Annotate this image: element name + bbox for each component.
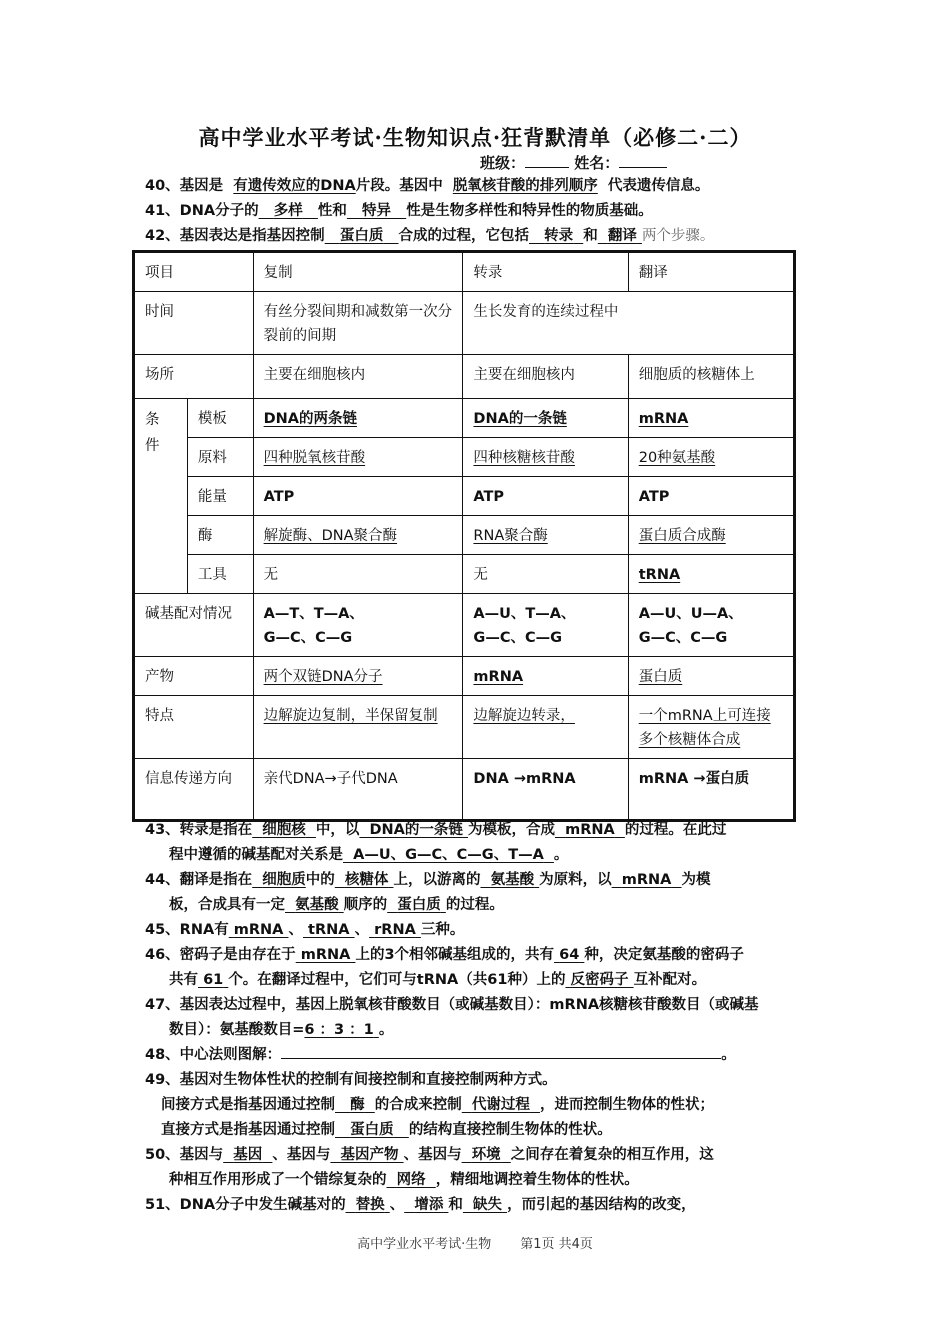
cell-trans-feature: 边解旋边转录， — [463, 696, 628, 759]
text: 51、DNA分子中发生碱基对的 — [145, 1197, 346, 1213]
answer — [259, 203, 318, 219]
answer-blank — [281, 1043, 721, 1059]
cell-transl-pairing — [628, 594, 794, 657]
text: 47、基因表达过程中，基因上脱氧核苷酸数目（或碱基数目）：mRNA核糖核苷酸数目（或碱基 — [145, 997, 759, 1013]
row-label-pairing: 碱基配对情况 — [134, 594, 254, 657]
text: 共有 — [169, 972, 198, 988]
text: ，精细地调控着生物体的性状。 — [435, 1172, 639, 1188]
answer-text: 基因产物 — [340, 1147, 399, 1163]
text: 间接方式是指基因通过控制 — [161, 1097, 335, 1113]
cond-name: 原料 — [187, 438, 253, 477]
text: 46、密码子是由存在于 — [145, 947, 296, 963]
cell-copy-place: 主要在细胞核内 — [253, 355, 463, 399]
answer — [285, 897, 344, 913]
row-label-feature: 特点 — [134, 696, 254, 759]
cell-copy-info: 亲代DNA→子代DNA — [253, 759, 463, 821]
item-42 — [145, 224, 825, 249]
text: 上的3个相邻碱基组成的，共有 — [355, 947, 555, 963]
answer-text: 多样 — [273, 203, 303, 219]
cell-time-transcription: 生长发育的连续过程中 — [463, 292, 795, 355]
cell-copy-template: DNA的两条链 — [253, 399, 463, 438]
cell-copy-time: 有丝分裂间期和减数第一次分裂前的间期 — [253, 292, 463, 355]
class-name-line — [480, 152, 667, 173]
text: 之间存在着复杂的相互作用，这 — [510, 1147, 714, 1163]
answer-text: mRNA — [565, 822, 615, 838]
answer-text: 64 — [559, 947, 580, 963]
text: 、 — [389, 1197, 405, 1213]
answer — [369, 922, 421, 938]
cell-trans-product: mRNA — [463, 657, 628, 696]
answer-text: tRNA — [308, 922, 350, 938]
table-row — [134, 292, 795, 355]
answer-text: mRNA — [621, 872, 672, 888]
item-51 — [145, 1193, 815, 1218]
answer — [359, 822, 468, 838]
text: 41、DNA分子的 — [145, 203, 259, 219]
answer-text: 蛋白质 — [350, 1122, 394, 1138]
answer — [223, 1147, 272, 1163]
table-header-row — [134, 252, 795, 292]
cell-transl-energy: ATP — [628, 477, 794, 516]
text: 43、转录是指在 — [145, 822, 253, 838]
text: 、 — [288, 922, 303, 938]
table-row — [134, 438, 795, 477]
table-row — [134, 399, 795, 438]
item-46 — [145, 943, 810, 993]
text: ，进而控制生物体的性状； — [539, 1097, 714, 1113]
text: ，而引起的基因结构的改变， — [507, 1197, 696, 1213]
answer-text: mRNA — [233, 922, 284, 938]
answer — [335, 872, 394, 888]
text: 板，合成具有一定 — [169, 897, 285, 913]
answer — [303, 922, 355, 938]
cell-trans-template: DNA的一条链 — [463, 399, 628, 438]
item-41 — [145, 199, 815, 224]
answer — [463, 1197, 507, 1213]
pair-line: G—C、C—G — [638, 630, 728, 646]
answer-text: 翻译 — [607, 228, 637, 244]
line-cont — [145, 1018, 810, 1043]
answer — [404, 1197, 448, 1213]
answer — [387, 1172, 436, 1188]
answer — [325, 228, 399, 244]
answer-text: 反密码子 — [570, 972, 629, 988]
pair-line: A—U、T—A、 — [473, 606, 576, 622]
text: 中，以 — [315, 822, 360, 838]
text: 顺序的 — [343, 897, 388, 913]
cell-trans-material: 四种核糖核苷酸 — [463, 438, 628, 477]
text: 中的 — [305, 872, 335, 888]
text: 为原料，以 — [539, 872, 612, 888]
answer — [198, 972, 228, 988]
pair-line: A—T、T—A、 — [263, 606, 364, 622]
cell-transl-material: 20种氨基酸 — [628, 438, 794, 477]
answer — [346, 1197, 390, 1213]
text: 48、中心法则图解： — [145, 1047, 282, 1063]
row-label-product: 产物 — [134, 657, 254, 696]
footer-title: 高中学业水平考试·生物 — [357, 1237, 492, 1252]
class-label: 班级： — [480, 154, 526, 172]
text: 为模 — [681, 872, 711, 888]
text: 的过程。在此过 — [624, 822, 727, 838]
table-row — [134, 594, 795, 657]
answer-text: mRNA — [300, 947, 351, 963]
page-footer — [0, 1233, 950, 1252]
text: 种，决定氨基酸的密码子 — [584, 947, 744, 963]
item-48 — [145, 1043, 815, 1068]
answer — [335, 1122, 409, 1138]
conditions-label: 条件 — [145, 412, 160, 454]
text: 的过程。 — [445, 897, 504, 913]
answer-text: 酶 — [350, 1097, 365, 1113]
text: 的合成来控制 — [374, 1097, 462, 1113]
text: 片段。基因中 — [355, 178, 443, 194]
page-number: 第1页 共4页 — [520, 1237, 593, 1252]
comparison-table — [132, 250, 796, 822]
cell-transl-enzyme: 蛋白质合成酶 — [628, 516, 794, 555]
header-copy: 复制 — [253, 252, 463, 292]
text: 两个步骤。 — [641, 228, 715, 244]
answer-text: 缺失 — [473, 1197, 503, 1213]
answer-text: 核糖体 — [344, 872, 389, 888]
name-blank — [619, 152, 667, 168]
text: 和 — [448, 1197, 463, 1213]
line-cont — [145, 1168, 810, 1193]
answer — [252, 872, 306, 888]
row-label-place: 场所 — [134, 355, 254, 399]
answer-text: 网络 — [396, 1172, 426, 1188]
answer — [554, 947, 584, 963]
text: 45、RNA有 — [145, 922, 229, 938]
text: 性是生物多样性和特异性的物质基础。 — [406, 203, 653, 219]
answer — [462, 1097, 540, 1113]
cell-transl-template: mRNA — [628, 399, 794, 438]
answer — [598, 228, 642, 244]
cell-copy-product: 两个双链DNA分子 — [253, 657, 463, 696]
answer-text: 基因 — [233, 1147, 263, 1163]
answer-text: DNA的一条链 — [369, 822, 463, 838]
table-row — [134, 477, 795, 516]
answer-text: 细胞核 — [262, 822, 306, 838]
header-translation: 翻译 — [628, 252, 794, 292]
answer-text: 细胞质 — [262, 872, 306, 888]
answer — [387, 897, 446, 913]
text: 的结构直接控制生物体的性状。 — [408, 1122, 612, 1138]
item-40 — [145, 174, 815, 199]
line-cont — [145, 1093, 810, 1118]
line-cont — [145, 1118, 810, 1143]
header-transcription: 转录 — [463, 252, 628, 292]
pair-line: A—U、U—A、 — [638, 606, 743, 622]
cell-copy-feature: 边解旋边复制，半保留复制 — [253, 696, 463, 759]
answer-text: A—U、G—C、C—G、T—A — [353, 847, 544, 863]
answer-text: rRNA — [374, 922, 416, 938]
answer-text: 蛋白质 — [339, 228, 384, 244]
text: 直接方式是指基因通过控制 — [161, 1122, 335, 1138]
pair-line: G—C、C—G — [473, 630, 563, 646]
cell-copy-energy: ATP — [253, 477, 463, 516]
answer-text: 61 — [203, 972, 224, 988]
answer — [347, 203, 406, 219]
text: 44、翻译是指在 — [145, 872, 253, 888]
text: 、基因与 — [403, 1147, 462, 1163]
text: 。 — [721, 1047, 736, 1063]
text: 50、基因与 — [145, 1147, 224, 1163]
cell-trans-enzyme: RNA聚合酶 — [463, 516, 628, 555]
item-45 — [145, 918, 815, 943]
answer-text: 环境 — [471, 1147, 501, 1163]
row-label-conditions — [134, 399, 188, 594]
cell-transl-feature: 一个mRNA上可连接多个核糖体合成 — [628, 696, 794, 759]
header-item: 项目 — [134, 252, 254, 292]
answer-text: 6 ：3 ：1 — [304, 1022, 374, 1038]
answer — [330, 1147, 403, 1163]
answer — [296, 947, 356, 963]
cond-name: 模板 — [187, 399, 253, 438]
answer — [304, 1022, 378, 1038]
text: 。 — [553, 847, 569, 863]
answer: 脱氧核苷酸的排列顺序 — [452, 178, 598, 194]
cell-transl-tool: tRNA — [628, 555, 794, 594]
text: 三种。 — [420, 922, 465, 938]
cell-trans-info: DNA →mRNA — [463, 759, 628, 821]
text: 为模板，合成 — [467, 822, 555, 838]
cond-name: 酶 — [187, 516, 253, 555]
cell-copy-material: 四种脱氧核苷酸 — [253, 438, 463, 477]
cell-transl-product: 蛋白质 — [628, 657, 794, 696]
answer — [565, 972, 633, 988]
text: 种相互作用形成了一个错综复杂的 — [169, 1172, 387, 1188]
text: 性和 — [317, 203, 347, 219]
cell-copy-tool: 无 — [253, 555, 463, 594]
text: 。 — [378, 1022, 394, 1038]
answer — [252, 822, 316, 838]
cell-copy-enzyme: 解旋酶、DNA聚合酶 — [253, 516, 463, 555]
item-47 — [145, 993, 810, 1043]
text: 数目）：氨基酸数目= — [169, 1022, 305, 1038]
text: 49、基因对生物体性状的控制有间接控制和直接控制两种方式。 — [145, 1072, 557, 1088]
answer — [480, 872, 539, 888]
cell-transl-place: 细胞质的核糖体上 — [628, 355, 794, 399]
item-49 — [145, 1068, 810, 1143]
cell-trans-tool: 无 — [463, 555, 628, 594]
pair-line: G—C、C—G — [263, 630, 353, 646]
answer — [229, 922, 289, 938]
answer-text: 替换 — [355, 1197, 385, 1213]
cond-name: 能量 — [187, 477, 253, 516]
table-row — [134, 355, 795, 399]
answer — [462, 1147, 511, 1163]
item-43 — [145, 818, 810, 868]
answer — [529, 228, 583, 244]
answer — [335, 1097, 375, 1113]
answer — [612, 872, 682, 888]
text: 个。在翻译过程中，它们可与tRNA（共61种）上的 — [228, 972, 566, 988]
line-cont — [145, 843, 810, 868]
text: 和 — [583, 228, 598, 244]
answer-text: 代谢过程 — [471, 1097, 530, 1113]
cell-trans-energy: ATP — [463, 477, 628, 516]
table-row — [134, 516, 795, 555]
table-row — [134, 555, 795, 594]
answer — [343, 847, 554, 863]
class-blank — [525, 152, 569, 168]
answer: 有遗传效应的DNA — [233, 178, 356, 194]
table-row — [134, 759, 795, 821]
table-row — [134, 696, 795, 759]
row-label-info: 信息传递方向 — [134, 759, 254, 821]
text: 、 — [354, 922, 370, 938]
line-cont — [145, 968, 810, 993]
text: 互补配对。 — [633, 972, 707, 988]
cell-copy-pairing — [253, 594, 463, 657]
line-cont — [145, 893, 810, 918]
answer — [555, 822, 625, 838]
text: 代表遗传信息。 — [607, 178, 710, 194]
answer-text: 转录 — [544, 228, 574, 244]
text: 42、基因表达是指基因控制 — [145, 228, 325, 244]
cell-trans-pairing — [463, 594, 628, 657]
table-row — [134, 657, 795, 696]
cond-name: 工具 — [187, 555, 253, 594]
answer-text: 氨基酸 — [295, 897, 339, 913]
answer-text: 特异 — [362, 203, 392, 219]
cell-transl-info: mRNA →蛋白质 — [628, 759, 794, 821]
text: 上，以游离的 — [393, 872, 481, 888]
item-44 — [145, 868, 810, 918]
item-50 — [145, 1143, 810, 1193]
text: 、基因与 — [272, 1147, 331, 1163]
cell-trans-place: 主要在细胞核内 — [463, 355, 628, 399]
text: 程中遵循的碱基配对关系是 — [169, 847, 343, 863]
answer-text: 氨基酸 — [490, 872, 535, 888]
text: 40、基因是 — [145, 178, 224, 194]
page-title: 高中学业水平考试·生物知识点·狂背默清单（必修二·二） — [198, 125, 752, 150]
name-label: 姓名： — [574, 154, 620, 172]
answer-text: 增添 — [414, 1197, 444, 1213]
row-label-time: 时间 — [134, 292, 254, 355]
answer-text: 蛋白质 — [397, 897, 441, 913]
text: 合成的过程，它包括 — [398, 228, 529, 244]
